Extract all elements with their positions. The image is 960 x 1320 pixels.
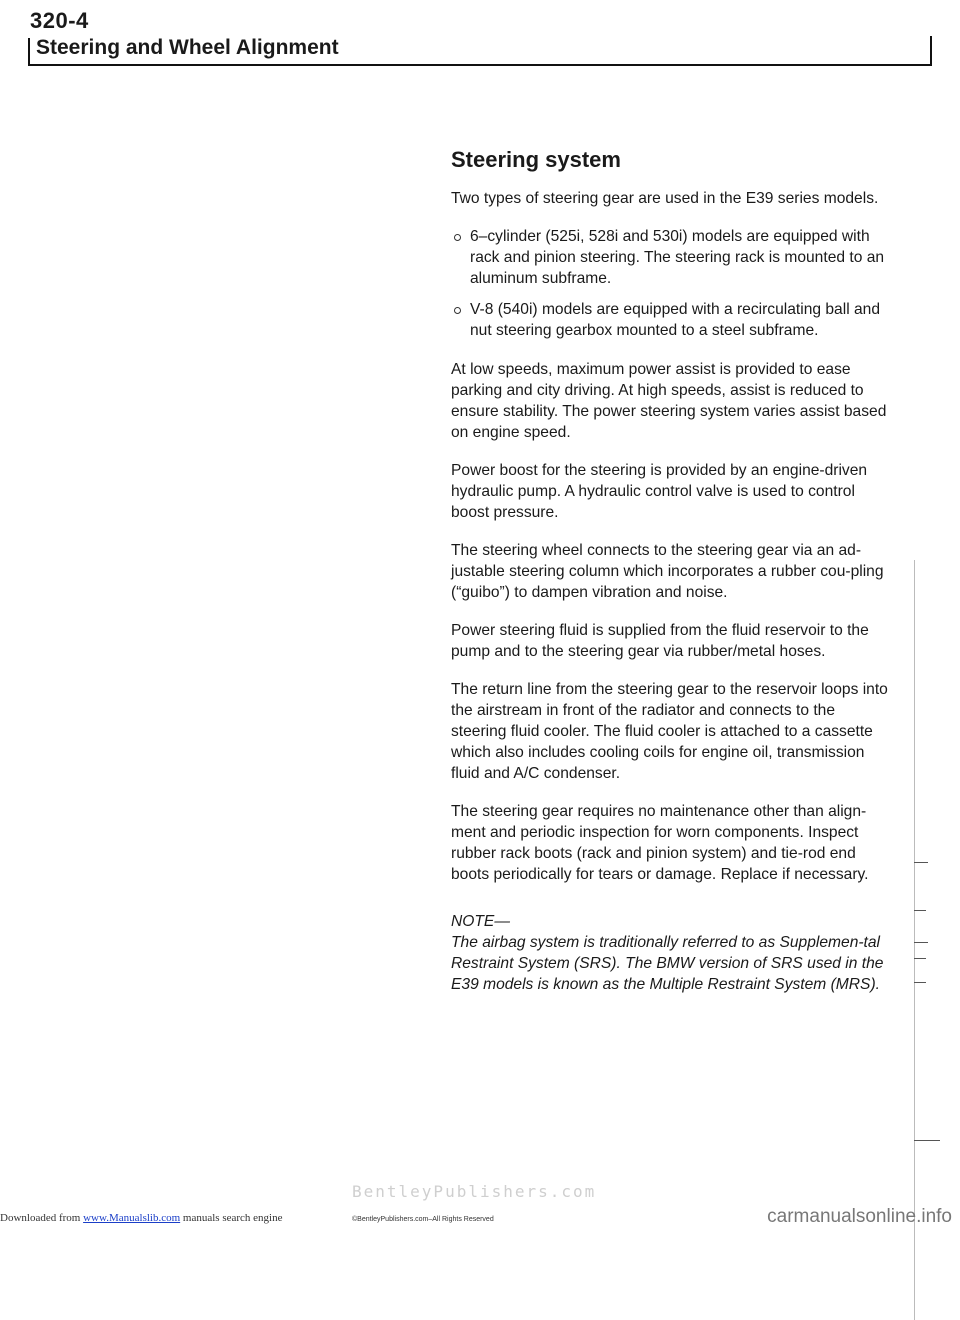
section-heading: Steering system xyxy=(451,147,621,172)
paragraph: The steering gear requires no maintenance other than align-ment and periodic inspection for worn components. Inspect rubber rack boots (rack and pinion system) and tie-rod end boots periodically for tears or damage. Replace if necessary. xyxy=(451,803,869,883)
margin-tick xyxy=(914,1140,940,1141)
download-prefix: Downloaded from xyxy=(0,1212,81,1224)
margin-tick xyxy=(914,862,928,863)
bullet-item: 6–cylinder (525i, 528i and 530i) models are equipped with rack and pinion steering. The steering rack is mounted to an aluminum subframe. xyxy=(451,226,891,289)
download-suffix: manuals search engine xyxy=(182,1212,283,1224)
manualslib-link[interactable]: www.Manualslib.com xyxy=(83,1212,181,1224)
bullet-list xyxy=(451,226,891,341)
main-content xyxy=(451,146,891,995)
margin-scan-marks xyxy=(910,120,960,1200)
margin-tick xyxy=(914,910,926,911)
page-number: 320-4 xyxy=(30,8,89,33)
note-label: NOTE— xyxy=(451,913,510,930)
download-footer xyxy=(0,1212,282,1224)
note-text: The airbag system is traditionally referred to as Supplemen-tal Restraint System (SRS). The BMW version of SRS used in the E39 models is known as the Multiple Restraint System (MRS). xyxy=(451,934,884,993)
intro-paragraph: Two types of steering gear are used in the E39 series models. xyxy=(451,190,879,207)
margin-tick xyxy=(914,958,926,959)
paragraph: The steering wheel connects to the steering gear via an ad-justable steering column which incorporates a rubber cou-pling (“guibo”) to dampen vibration and noise. xyxy=(451,542,884,601)
copyright-text: ©BentleyPublishers.com–All Rights Reserved xyxy=(352,1216,494,1223)
margin-tick xyxy=(914,982,926,983)
paragraph: At low speeds, maximum power assist is provided to ease parking and city driving. At high speeds, assist is reduced to ensure stability. The power steering system varies assist based on engine speed. xyxy=(451,361,887,441)
paragraph: Power boost for the steering is provided by an engine-driven hydraulic pump. A hydraulic control valve is used to control boost pressure. xyxy=(451,462,868,521)
paragraph: The return line from the steering gear to the reservoir loops into the airstream in front of the radiator and connects to the steering fluid cooler. The fluid cooler is attached to a cassette which also includes cooling coils for engine oil, transmission fluid and A/C condenser. xyxy=(451,681,888,782)
source-brand: carmanualsonline.info xyxy=(767,1206,952,1227)
paragraph: Power steering fluid is supplied from the fluid reservoir to the pump and to the steering gear via rubber/metal hoses. xyxy=(451,622,869,660)
publisher-watermark: BentleyPublishers.com xyxy=(352,1182,597,1201)
margin-tick xyxy=(914,942,928,943)
section-title: Steering and Wheel Alignment xyxy=(36,36,339,59)
bullet-item: V-8 (540i) models are equipped with a recirculating ball and nut steering gearbox mounted to a steel subframe. xyxy=(451,299,891,341)
note-block xyxy=(451,911,891,995)
